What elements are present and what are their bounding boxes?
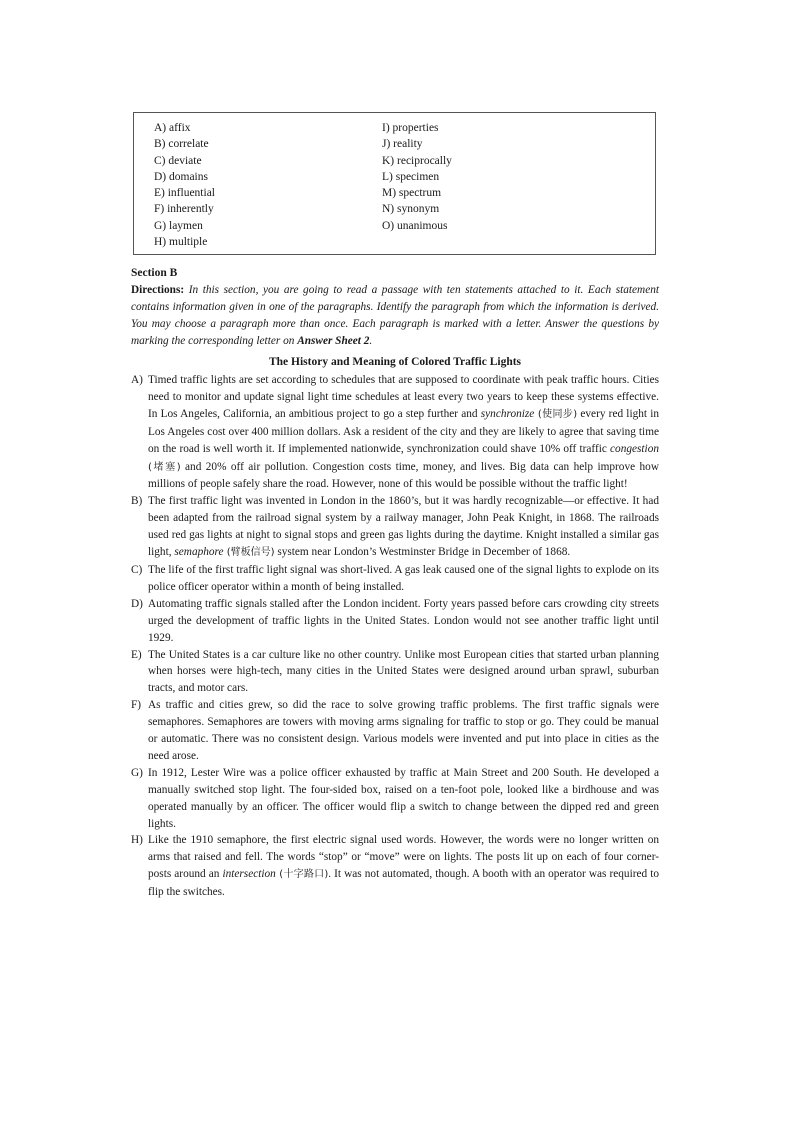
paragraph-letter: B): [131, 495, 143, 508]
chinese-gloss: (使同步): [534, 408, 578, 420]
paragraph-text: The United States is a car culture like no other country. Unlike most European cities that started urban planning when horses were high-tech, many cities in the United States were designed around urban sprawl, suburban tracts, and motor cars.: [148, 648, 659, 695]
paragraph-h: [131, 832, 659, 901]
paragraph-letter: D): [131, 597, 143, 610]
paragraph-text: Timed traffic lights are set according to schedules that are supposed to coordinate with peak traffic hours. Cities need to monitor and update signal light time schedules at least every two years to keep these systems effective. In Los Angeles, California, an ambitious project to go a step further and: [148, 374, 659, 420]
paragraph-d: [131, 596, 659, 647]
chinese-gloss: (臂板信号): [223, 547, 275, 559]
directions-body: In this section, you are going to read a passage with ten statements attached to it. Each statement contains information given in one of the paragraphs. Identify the paragraph from which the information is derived. You may choose a paragraph more than once. Each paragraph is marked with a letter. Answer the questions by marking the corresponding letter on: [131, 284, 659, 347]
paragraph-letter: A): [131, 374, 143, 386]
vocab-term: congestion: [610, 442, 659, 455]
paragraph-letter: G): [131, 766, 143, 779]
word-option: I) properties: [382, 122, 439, 134]
word-option: D) domains: [154, 170, 208, 183]
word-option: H) multiple: [154, 236, 208, 249]
word-option: L) specimen: [382, 170, 440, 183]
word-option: O) unanimous: [382, 219, 448, 232]
directions-label: Directions:: [131, 284, 185, 296]
vocab-term: semaphore: [174, 546, 224, 559]
paragraph-b: [131, 493, 659, 562]
word-option: B) correlate: [154, 138, 209, 151]
word-option: F) inherently: [154, 203, 214, 216]
paragraph-letter: E): [131, 648, 142, 661]
paragraph-text: Automating traffic signals stalled after the London incident. Forty years passed before cars crowding city streets urged the development of traffic lights in the United States. London would not see another traffic light until 1929.: [148, 597, 659, 644]
word-bank-box: [133, 112, 656, 255]
paragraph-text: and 20% off air pollution. Congestion costs time, money, and lives. Big data can help improve how millions of people safely share the road. However, none of this would be possible without the traffic light!: [148, 460, 659, 491]
directions-end: .: [369, 335, 373, 347]
paragraph-text: In 1912, Lester Wire was a police officer exhausted by traffic at Main Street and 200 South. He developed a manually switched stop light. The four-sided box, raised on a ten-foot pole, looked like a birdhouse and was operated manually by an officer. The officer would flip a switch to change between the dipped red and green lights.: [148, 766, 659, 830]
word-option: C) deviate: [154, 154, 202, 167]
vocab-term: synchronize: [480, 407, 535, 420]
word-option: N) synonym: [382, 203, 440, 216]
paragraph-text: . It was not automated, though. A booth with an operator was required to flip the switches.: [148, 868, 659, 899]
word-option: M) spectrum: [382, 187, 442, 200]
paragraph-text: The life of the first traffic light signal was short-lived. A gas leak caused one of the signal lights to explode on its police officer operator within a month of being installed.: [148, 563, 659, 593]
paragraph-letter: H): [131, 834, 143, 847]
chinese-gloss: (十字路口): [275, 869, 329, 881]
paragraph-text: system near London’s Westminster Bridge in December of 1868.: [274, 546, 571, 559]
paragraph-text: As traffic and cities grew, so did the race to solve growing traffic problems. The first traffic signals were semaphores. Semaphores are towers with moving arms signaling for traffic to stop or go. They could be manual or automatic. There was no consistent design. Various models were invented and put into place in cities as the need arose.: [148, 699, 659, 762]
paragraph-letter: C): [131, 563, 143, 576]
word-bank-left-column: [154, 120, 215, 250]
paragraph-c: [131, 562, 659, 596]
paragraph-text: The first traffic light was invented in London in the 1860’s, but it was hardly recognizable—or effective. It had been adapted from the railroad signal system by a railway manager, John Peak Knight, in 1868. The railroads used red gas lights at night to signal stops and green gas lights during the daytime. Knight installed a similar gas light,: [148, 495, 659, 559]
word-option: A) affix: [154, 122, 191, 134]
word-option: J) reality: [382, 138, 423, 151]
paragraph-text: Like the 1910 semaphore, the first electric signal used words. However, the words were no longer written on arms that raised and fell. The words “stop” or “move” were on lights. The posts lit up on each of four corner-posts around an: [148, 834, 659, 881]
word-option: K) reciprocally: [382, 154, 452, 167]
answer-sheet-ref: Answer Sheet 2: [297, 335, 370, 347]
paragraph-e: [131, 647, 659, 698]
word-option: E) influential: [154, 187, 215, 200]
word-option: G) laymen: [154, 219, 203, 232]
paragraph-list: [131, 372, 659, 901]
paragraph-text: every red light in Los Angeles cost over 400 million dollars. Ask a resident of the city and they are likely to agree that saving time on the road is well worth it. If implemented nationwide, synchronization could shave 10% off traffic: [148, 407, 660, 455]
directions-text: [131, 282, 659, 350]
vocab-term: intersection: [222, 868, 276, 881]
section-b: [131, 265, 659, 901]
paragraph-g: [131, 765, 659, 833]
section-title: Section B: [131, 267, 178, 279]
paragraph-a: [131, 372, 659, 493]
word-bank-right-column: [382, 120, 452, 234]
chinese-gloss: (堵塞): [148, 461, 181, 473]
paragraph-f: [131, 697, 659, 765]
paragraph-letter: F): [131, 699, 142, 712]
passage-title: The History and Meaning of Colored Traffic Lights: [268, 356, 522, 368]
